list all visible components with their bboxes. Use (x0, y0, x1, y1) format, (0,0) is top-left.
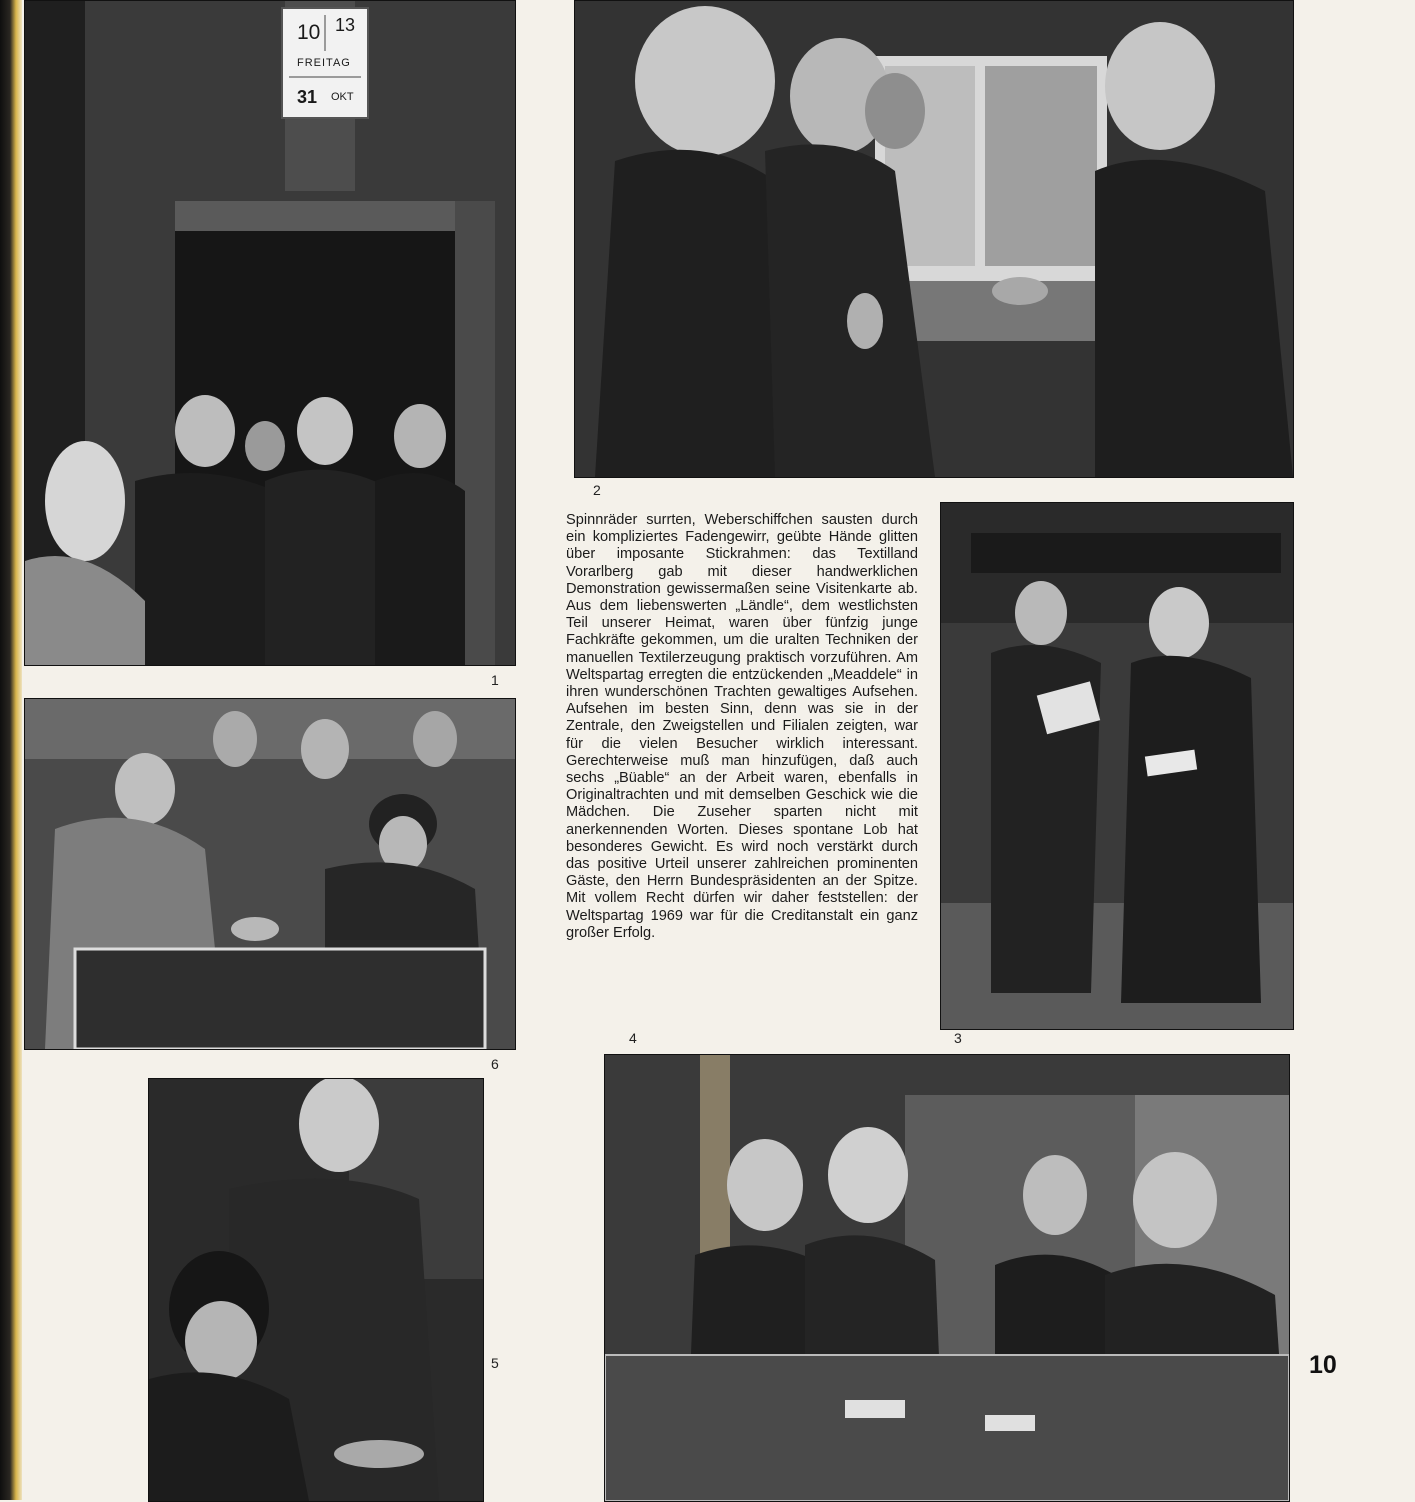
photo-4-number: 4 (629, 1030, 637, 1046)
book-spine (0, 0, 22, 1500)
page-number: 10 (1309, 1351, 1337, 1379)
photo-1 (24, 0, 516, 666)
clock-month: OKT (331, 91, 354, 103)
date-clock-sign (281, 7, 369, 119)
clock-hour: 10 (297, 21, 321, 44)
photo-3-number: 3 (954, 1030, 962, 1046)
photo-1-number: 1 (491, 672, 499, 688)
photo-6 (24, 698, 516, 1050)
photo-3 (940, 502, 1294, 1030)
photo-2 (574, 0, 1294, 478)
photo-6-number: 6 (491, 1056, 499, 1072)
clock-weekday: FREITAG (297, 57, 351, 69)
photo-5 (148, 1078, 484, 1502)
clock-day: 31 (297, 87, 318, 107)
article-text: Spinnräder surrten, Weberschiffchen sausten durch ein kompliziertes Fadengewirr, geübte Hände glitten über imposante Stickrahmen: das Textilland Vorarlberg gab mit dieser handwerklichen Demonstration gewissermaßen seine Visitenkarte ab. Aus dem liebenswerten „Ländle“, dem westlichsten Teil unserer Heimat, waren über fünfzig junge Fachkräfte gekommen, um die uralten Techniken der manuellen Textilerzeugung praktisch vorzuführen. Am Weltspartag erregten die entzückenden „Meaddele“ in ihren wunderschönen Trachten gewaltiges Aufsehen. Aufsehen im besten Sinn, denn was sie in der Zentrale, den Zweigstellen und Filialen zeigten, war für die vielen Besucher wirklich interessant. Gerechterweise muß man hinzufügen, daß auch sechs „Büable“ an der Arbeit waren, ebenfalls in Originaltrachten und mit demselben Geschick wie die Mädchen. Die Zuseher sparten nicht mit anerkennenden Worten. Dieses spontane Lob hat besonderes Gewicht. Es wird noch verstärkt durch das positive Urteil unserer zahlreichen prominenten Gäste, den Herrn Bundespräsidenten an der Spitze. Mit vollem Recht dürfen wir daher feststellen: der Weltspartag 1969 war für die Creditanstalt ein ganz großer Erfolg. (566, 512, 918, 941)
photo-bottom-right (604, 1054, 1290, 1502)
clock-minute: 13 (335, 15, 356, 35)
photo-5-number: 5 (491, 1355, 499, 1371)
photo-2-number: 2 (593, 482, 601, 498)
